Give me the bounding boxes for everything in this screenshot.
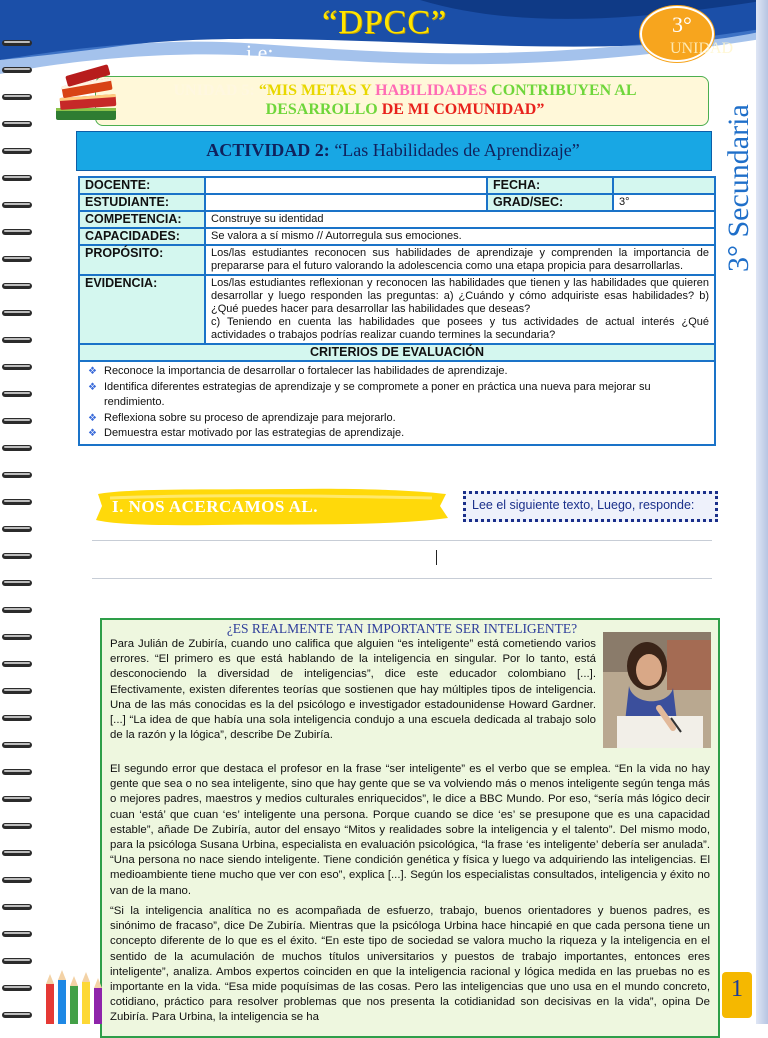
- spiral-ring-highlight: [4, 338, 30, 340]
- vertical-title-text: 3° Secundaria: [722, 104, 755, 272]
- estudiante-label: ESTUDIANTE:: [79, 194, 205, 211]
- divider: [92, 540, 712, 541]
- spiral-ring-highlight: [4, 473, 30, 475]
- spiral-ring-highlight: [4, 851, 30, 853]
- fecha-label: FECHA:: [487, 177, 613, 194]
- spiral-ring-highlight: [4, 203, 30, 205]
- list-item: ❖ Reconoce la importancia de desarrollar o fortalecer las habilidades de aprendizaje.: [88, 364, 706, 380]
- reading-paragraph-1: Para Julián de Zubiría, cuando uno califica que alguien “es inteligente” está cometiendo varios errores. “El primero es que está hablando de la inteligencia en singular. Por lo tanto, está desconociendo la diversidad de inteligencias”, dice este educador colombiano [...]. Efectivamente, existen diferentes teorías que sostienen que hay múltiples tipos de inteligencia. Una de las más conocidas es la del psicólogo e investigador estadounidense Howard Gardner. [...] “La idea de que había una sola inteligencia condujo a una escuela dedicada al trabajo solo de la razón y la lógica”, describe De Zubiría.: [110, 638, 596, 742]
- spiral-ring-highlight: [4, 68, 30, 70]
- spiral-ring-highlight: [4, 41, 30, 43]
- table-row: [79, 275, 715, 344]
- unit-part-habilidades: HABILIDADES: [375, 82, 492, 99]
- spiral-ring-highlight: [4, 149, 30, 151]
- criterios-list: [88, 364, 706, 442]
- unit-part-mis-metas: “MIS METAS Y: [258, 82, 376, 99]
- spiral-ring-highlight: [4, 311, 30, 313]
- spiral-binding-icon: [0, 30, 36, 1024]
- spiral-ring-highlight: [4, 824, 30, 826]
- student-photo: [603, 632, 711, 748]
- ie-label: i.e:: [246, 40, 274, 65]
- unit-part-contribuyen: CONTRIBUYEN AL: [491, 82, 637, 99]
- capacidades-value: Se valora a sí mismo // Autorregula sus emociones.: [205, 228, 715, 245]
- fecha-field[interactable]: [613, 177, 715, 194]
- vertical-title: [714, 60, 760, 280]
- spiral-ring-highlight: [4, 905, 30, 907]
- table-row: [79, 344, 715, 361]
- spiral-ring-highlight: [4, 257, 30, 259]
- reading-title: ¿ES REALMENTE TAN IMPORTANTE SER INTELIGENTE?: [226, 621, 578, 636]
- spiral-ring-highlight: [4, 743, 30, 745]
- list-item: ❖ Identifica diferentes estrategias de aprendizaje y se compromete a poner en práctica una nueva para mejorar su rendimiento.: [88, 380, 706, 411]
- reading-paragraph-2: El segundo error que destaca el profesor en la frase “ser inteligente” es el verbo que se emplea. “En la vida no hay gente que sea o no sea inteligente, sino que hay gente que se va volviendo más o menos inteligente según tenga más o mejores padres, maestros y medios culturales enriquecidos”, le dice a BBC Mundo. Por eso, “sería más lógico decir cuan ‘está’ que cuan ‘es’ inteligente una persona. Porque cuando se dice ‘es’ se presupone que es una capacidad estable”, añade De Zubiría, autor del ensayo “Mitos y realidades sobre la inteligencia y el talento”. Del mismo modo, para la psicóloga Susana Urbina, especialista en evaluación psicológica, “la frase ‘es inteligente’ debería ser anulada”. “Una persona no nace siendo inteligente. Tiene condición genética y física y luego va adquiriendo las inteligencias. El medioambiente tiene mucho que ver con eso”, explica [...]. Según los especialistas consultados, inteligencia y éxito no van de la mano.: [110, 763, 710, 897]
- unit-part-desarrollo: DESARROLLO: [265, 101, 382, 118]
- spiral-ring-highlight: [4, 689, 30, 691]
- unit-title-line-1: [100, 82, 710, 100]
- spiral-ring-highlight: [4, 986, 30, 988]
- list-item: ❖ Reflexiona sobre su proceso de aprendizaje para mejorarlo.: [88, 411, 706, 427]
- table-row: [79, 194, 715, 211]
- unit-title-line-2: [100, 101, 710, 119]
- spiral-ring-highlight: [4, 581, 30, 583]
- table-row: [79, 245, 715, 275]
- evidencia-text-1: Los/las estudiantes reflexionan y reconocen las habilidades que tienen y las habilidades que quieren desarrollar y luego responden las preguntas: a) ¿Cuándo y cómo adquiriste esas habilidades? b) ¿Qué puedes hacer para desarrollar las habilidades que deseas?: [211, 277, 709, 315]
- spiral-ring-highlight: [4, 122, 30, 124]
- spiral-ring-highlight: [4, 932, 30, 934]
- grade-badge-ghost-text: UNIDAD: [670, 40, 734, 57]
- spiral-ring-highlight: [4, 959, 30, 961]
- spiral-ring-highlight: [4, 770, 30, 772]
- spiral-ring-highlight: [4, 797, 30, 799]
- activity-label: ACTIVIDAD 2:: [206, 140, 335, 160]
- activity-info-table: [78, 176, 716, 446]
- spiral-ring-highlight: [4, 662, 30, 664]
- proposito-label: PROPÓSITO:: [79, 245, 205, 275]
- school-name: “DPCC”: [322, 4, 447, 41]
- list-item: ❖ Demuestra estar motivado por las estrategias de aprendizaje.: [88, 426, 706, 442]
- spiral-ring-highlight: [4, 500, 30, 502]
- section-title: I. NOS ACERCAMOS AL.: [112, 497, 319, 516]
- spiral-ring-highlight: [4, 554, 30, 556]
- table-row: [79, 361, 715, 445]
- spiral-ring-highlight: [4, 230, 30, 232]
- unit-part-comunidad: DE MI COMUNIDAD”: [381, 101, 545, 118]
- table-row: [79, 228, 715, 245]
- spiral-ring-highlight: [4, 635, 30, 637]
- books-icon: [52, 64, 124, 128]
- docente-field[interactable]: [205, 177, 487, 194]
- spiral-ring-highlight: [4, 392, 30, 394]
- spiral-ring-highlight: [4, 176, 30, 178]
- spiral-ring-highlight: [4, 95, 30, 97]
- evidencia-value: [205, 275, 715, 344]
- reading-paragraph-3: “Si la inteligencia analítica no es acompañada de esfuerzo, trabajo, buenos orientadores y buenos padres, es sinónimo de fracaso”, dice De Zubiría. Mientras que la psicóloga Urbina hace hincapié en que cada persona tiene un concepto diferente de lo que es el éxito. “En este tipo de sociedad se valora mucho la riqueza y la inteligencia en el sentido de la acumulación de muchos títulos universitarios y puestos de trabajo importantes, entonces eres inteligente”, analiza. Ambos expertos coinciden en que la inteligencia racional y lógica medida en las pruebas no es importante en la vida. “Esa mide poquísimas de las cosas. Pero las inteligencias que uno usa en el mundo concreto, cotidiano, práctico para resolver problemas que nos presenta la cotidianidad son decisivas en la vida”, opina De Zubiría. Para Urbina, la inteligencia se ha: [110, 905, 710, 1024]
- criterios-header: CRITERIOS DE EVALUACIÓN: [79, 344, 715, 361]
- grade-badge-text: 3°: [672, 12, 692, 37]
- spiral-ring-highlight: [4, 365, 30, 367]
- spiral-ring-highlight: [4, 446, 30, 448]
- spiral-ring-highlight: [4, 419, 30, 421]
- table-row: [79, 211, 715, 228]
- spiral-ring-highlight: [4, 1013, 30, 1015]
- evidencia-label: EVIDENCIA:: [79, 275, 205, 344]
- competencia-label: COMPETENCIA:: [79, 211, 205, 228]
- competencia-value: Construye su identidad: [205, 211, 715, 228]
- estudiante-field[interactable]: [205, 194, 487, 211]
- activity-name: “Las Habilidades de Aprendizaje”: [334, 140, 580, 160]
- unit-prefix: UNIDAD 5:: [173, 82, 259, 99]
- spiral-ring-highlight: [4, 527, 30, 529]
- pencils-icon: [40, 964, 110, 1024]
- text-cursor: [436, 550, 437, 565]
- activity-title: [76, 140, 710, 161]
- spiral-ring-highlight: [4, 716, 30, 718]
- docente-label: DOCENTE:: [79, 177, 205, 194]
- divider: [92, 578, 712, 579]
- spiral-ring-highlight: [4, 878, 30, 880]
- criterios-cell: [79, 361, 715, 445]
- gradsec-field[interactable]: 3°: [613, 194, 715, 211]
- spiral-ring-highlight: [4, 284, 30, 286]
- gradsec-label: GRAD/SEC:: [487, 194, 613, 211]
- evidencia-text-2: c) Teniendo en cuenta las habilidades que posees y tus actividades de actual interés ¿Qué actividades o trabajos podrías realizar cuando termines la secundaria?: [211, 316, 709, 341]
- table-row: [79, 177, 715, 194]
- spiral-ring-highlight: [4, 608, 30, 610]
- capacidades-label: CAPACIDADES:: [79, 228, 205, 245]
- proposito-value: Los/las estudiantes reconocen sus habilidades de aprendizaje y comprenden la importancia de prepararse para el futuro valorando la adolescencia como una etapa propicia para desarrollarlas.: [205, 245, 715, 275]
- instruction-text: Lee el siguiente texto, Luego, responde:: [472, 498, 695, 512]
- page-number: 1: [731, 976, 743, 1002]
